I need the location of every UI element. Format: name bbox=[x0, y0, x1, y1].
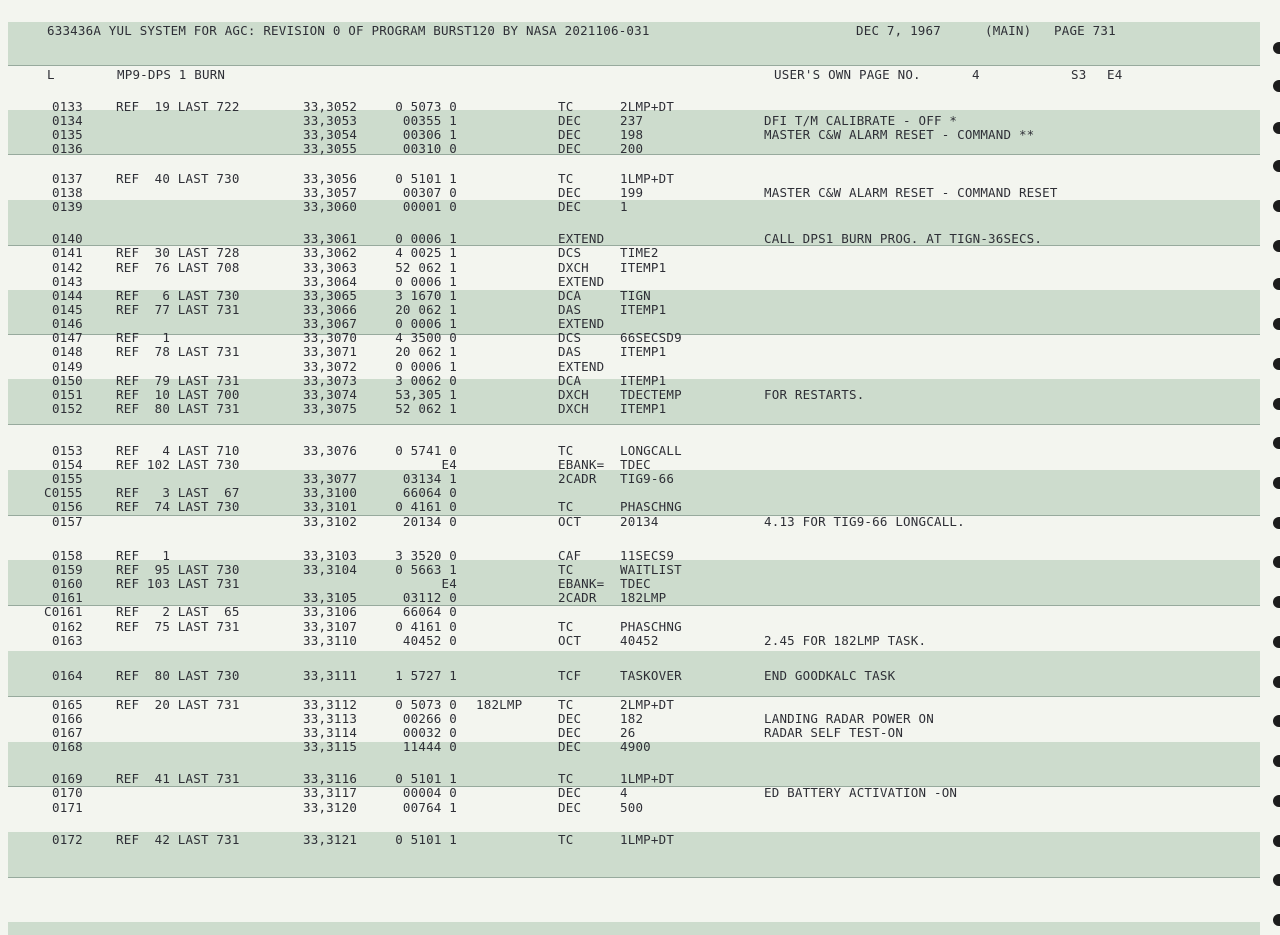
cross-reference: REF 41 LAST 731 bbox=[116, 771, 240, 786]
opcode: DEC bbox=[558, 739, 582, 754]
octal-word: E4 bbox=[441, 457, 457, 472]
address: 33,3071 bbox=[303, 344, 358, 359]
operand: 1LMP+DT bbox=[620, 832, 675, 847]
operand: PHASCHNG bbox=[620, 619, 682, 634]
header-program-title: 633436A YUL SYSTEM FOR AGC: REVISION 0 OF PROGRAM BURST120 BY NASA 2021106-031 bbox=[47, 23, 650, 38]
address: 33,3103 bbox=[303, 548, 358, 563]
address: 33,3052 bbox=[303, 99, 358, 114]
address: 33,3060 bbox=[303, 199, 358, 214]
address: 33,3063 bbox=[303, 260, 358, 275]
opcode: EXTEND bbox=[558, 274, 605, 289]
cross-reference: REF 80 LAST 731 bbox=[116, 401, 240, 416]
line-number: C0155 bbox=[44, 485, 83, 500]
comment: 4.13 FOR TIG9-66 LONGCALL. bbox=[764, 514, 965, 529]
octal-word: 3 0062 0 bbox=[395, 373, 457, 388]
line-number: 0153 bbox=[52, 443, 83, 458]
operand: TIGN bbox=[620, 288, 651, 303]
address: 33,3070 bbox=[303, 330, 358, 345]
comment: FOR RESTARTS. bbox=[764, 387, 865, 402]
paper-rule bbox=[8, 786, 1260, 787]
address: 33,3054 bbox=[303, 127, 358, 142]
address: 33,3105 bbox=[303, 590, 358, 605]
line-number: 0162 bbox=[52, 619, 83, 634]
address: 33,3076 bbox=[303, 443, 358, 458]
octal-word: 0 4161 0 bbox=[395, 619, 457, 634]
line-number: 0138 bbox=[52, 185, 83, 200]
opcode: DAS bbox=[558, 302, 582, 317]
line-number: 0157 bbox=[52, 514, 83, 529]
comment: DFI T/M CALIBRATE - OFF * bbox=[764, 113, 958, 128]
octal-word: 03112 0 bbox=[402, 590, 457, 605]
subheader-title: MP9-DPS 1 BURN bbox=[117, 67, 226, 82]
feed-hole bbox=[1273, 596, 1280, 608]
opcode: DEC bbox=[558, 185, 582, 200]
cross-reference: REF 74 LAST 730 bbox=[116, 499, 240, 514]
operand: TDEC bbox=[620, 576, 651, 591]
address: 33,3107 bbox=[303, 619, 358, 634]
line-number: 0158 bbox=[52, 548, 83, 563]
operand: TIME2 bbox=[620, 245, 659, 260]
address: 33,3061 bbox=[303, 231, 358, 246]
octal-word: 0 5101 1 bbox=[395, 832, 457, 847]
opcode: 2CADR bbox=[558, 471, 597, 486]
feed-hole bbox=[1273, 835, 1280, 847]
operand: LONGCALL bbox=[620, 443, 682, 458]
octal-word: 0 0006 1 bbox=[395, 316, 457, 331]
opcode: EXTEND bbox=[558, 359, 605, 374]
opcode: DEC bbox=[558, 141, 582, 156]
cross-reference: REF 20 LAST 731 bbox=[116, 697, 240, 712]
octal-word: 11444 0 bbox=[402, 739, 457, 754]
feed-hole bbox=[1273, 755, 1280, 767]
octal-word: 4 0025 1 bbox=[395, 245, 457, 260]
cross-reference: REF 77 LAST 731 bbox=[116, 302, 240, 317]
octal-word: 0 0006 1 bbox=[395, 359, 457, 374]
line-number: 0154 bbox=[52, 457, 83, 472]
opcode: DAS bbox=[558, 344, 582, 359]
users-page-number: 4 bbox=[972, 67, 980, 82]
operand: 182LMP bbox=[620, 590, 667, 605]
sheet-label: S3 bbox=[1071, 67, 1087, 82]
opcode: DEC bbox=[558, 800, 582, 815]
octal-word: 00764 1 bbox=[402, 800, 457, 815]
line-number: 0147 bbox=[52, 330, 83, 345]
opcode: DEC bbox=[558, 711, 582, 726]
line-number: 0141 bbox=[52, 245, 83, 260]
octal-word: E4 bbox=[441, 576, 457, 591]
octal-word: 1 5727 1 bbox=[395, 668, 457, 683]
operand: 4900 bbox=[620, 739, 651, 754]
opcode: TC bbox=[558, 99, 574, 114]
octal-word: 20134 0 bbox=[402, 514, 457, 529]
opcode: DEC bbox=[558, 127, 582, 142]
octal-word: 40452 0 bbox=[402, 633, 457, 648]
line-number: 0170 bbox=[52, 785, 83, 800]
octal-word: 3 1670 1 bbox=[395, 288, 457, 303]
address: 33,3101 bbox=[303, 499, 358, 514]
line-number: 0133 bbox=[52, 99, 83, 114]
comment: MASTER C&W ALARM RESET - COMMAND ** bbox=[764, 127, 1035, 142]
line-number: 0134 bbox=[52, 113, 83, 128]
address: 33,3114 bbox=[303, 725, 358, 740]
operand: ITEMP1 bbox=[620, 373, 667, 388]
line-number: 0151 bbox=[52, 387, 83, 402]
octal-word: 0 0006 1 bbox=[395, 231, 457, 246]
opcode: TC bbox=[558, 619, 574, 634]
paper-rule bbox=[8, 65, 1260, 66]
feed-hole bbox=[1273, 318, 1280, 330]
octal-word: 00355 1 bbox=[402, 113, 457, 128]
line-number: 0160 bbox=[52, 576, 83, 591]
feed-hole bbox=[1273, 200, 1280, 212]
feed-hole bbox=[1273, 715, 1280, 727]
feed-hole bbox=[1273, 477, 1280, 489]
users-page-label: USER'S OWN PAGE NO. bbox=[774, 67, 921, 82]
header-page: PAGE 731 bbox=[1054, 23, 1116, 38]
operand: 66SECSD9 bbox=[620, 330, 682, 345]
cross-reference: REF 76 LAST 708 bbox=[116, 260, 240, 275]
feed-hole bbox=[1273, 914, 1280, 926]
opcode: DXCH bbox=[558, 387, 589, 402]
line-number: 0148 bbox=[52, 344, 83, 359]
address: 33,3106 bbox=[303, 604, 358, 619]
operand: 1 bbox=[620, 199, 628, 214]
address: 33,3074 bbox=[303, 387, 358, 402]
address: 33,3072 bbox=[303, 359, 358, 374]
paper-rule bbox=[8, 424, 1260, 425]
address: 33,3116 bbox=[303, 771, 358, 786]
feed-hole bbox=[1273, 160, 1280, 172]
feed-hole bbox=[1273, 358, 1280, 370]
header-main: (MAIN) bbox=[985, 23, 1032, 38]
octal-word: 00266 0 bbox=[402, 711, 457, 726]
line-number: 0139 bbox=[52, 199, 83, 214]
address: 33,3104 bbox=[303, 562, 358, 577]
operand: ITEMP1 bbox=[620, 302, 667, 317]
cross-reference: REF 42 LAST 731 bbox=[116, 832, 240, 847]
opcode: DCS bbox=[558, 245, 582, 260]
operand: ITEMP1 bbox=[620, 344, 667, 359]
operand: 198 bbox=[620, 127, 644, 142]
address: 33,3111 bbox=[303, 668, 358, 683]
octal-word: 0 0006 1 bbox=[395, 274, 457, 289]
address: 33,3055 bbox=[303, 141, 358, 156]
feed-hole bbox=[1273, 874, 1280, 886]
operand: TDEC bbox=[620, 457, 651, 472]
feed-hole bbox=[1273, 398, 1280, 410]
line-number: 0145 bbox=[52, 302, 83, 317]
octal-word: 0 5073 0 bbox=[395, 99, 457, 114]
octal-word: 0 5101 1 bbox=[395, 171, 457, 186]
address: 33,3077 bbox=[303, 471, 358, 486]
operand: 4 bbox=[620, 785, 628, 800]
octal-word: 00306 1 bbox=[402, 127, 457, 142]
line-number: 0156 bbox=[52, 499, 83, 514]
line-number: 0172 bbox=[52, 832, 83, 847]
address: 33,3057 bbox=[303, 185, 358, 200]
opcode: DXCH bbox=[558, 401, 589, 416]
address: 33,3110 bbox=[303, 633, 358, 648]
feed-hole bbox=[1273, 636, 1280, 648]
operand: 1LMP+DT bbox=[620, 771, 675, 786]
line-number: 0149 bbox=[52, 359, 83, 374]
operand: 237 bbox=[620, 113, 644, 128]
address: 33,3073 bbox=[303, 373, 358, 388]
cross-reference: REF 2 LAST 65 bbox=[116, 604, 240, 619]
octal-word: 0 5073 0 bbox=[395, 697, 457, 712]
cross-reference: REF 103 LAST 731 bbox=[116, 576, 240, 591]
address: 33,3067 bbox=[303, 316, 358, 331]
address: 33,3102 bbox=[303, 514, 358, 529]
operand: 2LMP+DT bbox=[620, 99, 675, 114]
address: 33,3056 bbox=[303, 171, 358, 186]
header-date: DEC 7, 1967 bbox=[856, 23, 941, 38]
octal-word: 20 062 1 bbox=[395, 302, 457, 317]
comment: CALL DPS1 BURN PROG. AT TIGN-36SECS. bbox=[764, 231, 1043, 246]
address: 33,3113 bbox=[303, 711, 358, 726]
opcode: EBANK= bbox=[558, 457, 605, 472]
line-number: 0163 bbox=[52, 633, 83, 648]
feed-hole bbox=[1273, 278, 1280, 290]
line-number: 0135 bbox=[52, 127, 83, 142]
operand: TDECTEMP bbox=[620, 387, 682, 402]
operand: 182 bbox=[620, 711, 644, 726]
opcode: TC bbox=[558, 771, 574, 786]
subheader-l: L bbox=[47, 67, 55, 82]
line-number: C0161 bbox=[44, 604, 83, 619]
octal-word: 00004 0 bbox=[402, 785, 457, 800]
octal-word: 0 5101 1 bbox=[395, 771, 457, 786]
opcode: TC bbox=[558, 443, 574, 458]
operand: 26 bbox=[620, 725, 636, 740]
feed-hole bbox=[1273, 437, 1280, 449]
sheet-code: E4 bbox=[1107, 67, 1123, 82]
address: 33,3066 bbox=[303, 302, 358, 317]
opcode: DEC bbox=[558, 725, 582, 740]
address: 33,3115 bbox=[303, 739, 358, 754]
operand: 2LMP+DT bbox=[620, 697, 675, 712]
operand: 500 bbox=[620, 800, 644, 815]
operand: 1LMP+DT bbox=[620, 171, 675, 186]
operand: WAITLIST bbox=[620, 562, 682, 577]
opcode: 2CADR bbox=[558, 590, 597, 605]
operand: ITEMP1 bbox=[620, 260, 667, 275]
line-number: 0146 bbox=[52, 316, 83, 331]
opcode: TC bbox=[558, 697, 574, 712]
opcode: DEC bbox=[558, 785, 582, 800]
line-number: 0136 bbox=[52, 141, 83, 156]
operand: 20134 bbox=[620, 514, 659, 529]
octal-word: 53,305 1 bbox=[395, 387, 457, 402]
comment: MASTER C&W ALARM RESET - COMMAND RESET bbox=[764, 185, 1058, 200]
line-number: 0166 bbox=[52, 711, 83, 726]
comment: ED BATTERY ACTIVATION -ON bbox=[764, 785, 958, 800]
address: 33,3117 bbox=[303, 785, 358, 800]
cross-reference: REF 80 LAST 730 bbox=[116, 668, 240, 683]
paper-rule bbox=[8, 877, 1260, 878]
octal-word: 0 5741 0 bbox=[395, 443, 457, 458]
operand: 40452 bbox=[620, 633, 659, 648]
cross-reference: REF 40 LAST 730 bbox=[116, 171, 240, 186]
opcode: EXTEND bbox=[558, 231, 605, 246]
line-number: 0144 bbox=[52, 288, 83, 303]
line-number: 0164 bbox=[52, 668, 83, 683]
cross-reference: REF 95 LAST 730 bbox=[116, 562, 240, 577]
cross-reference: REF 78 LAST 731 bbox=[116, 344, 240, 359]
line-number: 0168 bbox=[52, 739, 83, 754]
cross-reference: REF 79 LAST 731 bbox=[116, 373, 240, 388]
cross-reference: REF 1 bbox=[116, 548, 171, 563]
line-number: 0137 bbox=[52, 171, 83, 186]
comment: END GOODKALC TASK bbox=[764, 668, 896, 683]
octal-word: 00307 0 bbox=[402, 185, 457, 200]
label: 182LMP bbox=[476, 697, 523, 712]
address: 33,3120 bbox=[303, 800, 358, 815]
octal-word: 52 062 1 bbox=[395, 401, 457, 416]
feed-hole bbox=[1273, 80, 1280, 92]
octal-word: 20 062 1 bbox=[395, 344, 457, 359]
opcode: OCT bbox=[558, 633, 582, 648]
opcode: EBANK= bbox=[558, 576, 605, 591]
line-number: 0142 bbox=[52, 260, 83, 275]
opcode: DXCH bbox=[558, 260, 589, 275]
address: 33,3121 bbox=[303, 832, 358, 847]
opcode: TC bbox=[558, 171, 574, 186]
address: 33,3065 bbox=[303, 288, 358, 303]
feed-hole bbox=[1273, 517, 1280, 529]
octal-word: 00032 0 bbox=[402, 725, 457, 740]
operand: 199 bbox=[620, 185, 644, 200]
line-number: 0150 bbox=[52, 373, 83, 388]
feed-hole bbox=[1273, 122, 1280, 134]
opcode: DEC bbox=[558, 199, 582, 214]
operand: TIG9-66 bbox=[620, 471, 675, 486]
octal-word: 66064 0 bbox=[402, 604, 457, 619]
octal-word: 00310 0 bbox=[402, 141, 457, 156]
line-number: 0152 bbox=[52, 401, 83, 416]
opcode: DEC bbox=[558, 113, 582, 128]
octal-word: 0 5663 1 bbox=[395, 562, 457, 577]
octal-word: 0 4161 0 bbox=[395, 499, 457, 514]
comment: 2.45 FOR 182LMP TASK. bbox=[764, 633, 927, 648]
operand: TASKOVER bbox=[620, 668, 682, 683]
address: 33,3100 bbox=[303, 485, 358, 500]
address: 33,3053 bbox=[303, 113, 358, 128]
address: 33,3075 bbox=[303, 401, 358, 416]
paper-band bbox=[8, 200, 1260, 245]
operand: PHASCHNG bbox=[620, 499, 682, 514]
opcode: TCF bbox=[558, 668, 582, 683]
opcode: CAF bbox=[558, 548, 582, 563]
octal-word: 3 3520 0 bbox=[395, 548, 457, 563]
line-number: 0167 bbox=[52, 725, 83, 740]
opcode: OCT bbox=[558, 514, 582, 529]
opcode: DCA bbox=[558, 288, 582, 303]
line-number: 0165 bbox=[52, 697, 83, 712]
feed-hole bbox=[1273, 42, 1280, 54]
octal-word: 66064 0 bbox=[402, 485, 457, 500]
line-number: 0159 bbox=[52, 562, 83, 577]
opcode: DCS bbox=[558, 330, 582, 345]
octal-word: 03134 1 bbox=[402, 471, 457, 486]
operand: 200 bbox=[620, 141, 644, 156]
cross-reference: REF 4 LAST 710 bbox=[116, 443, 240, 458]
cross-reference: REF 30 LAST 728 bbox=[116, 245, 240, 260]
cross-reference: REF 102 LAST 730 bbox=[116, 457, 240, 472]
paper-band bbox=[8, 922, 1260, 935]
cross-reference: REF 6 LAST 730 bbox=[116, 288, 240, 303]
cross-reference: REF 3 LAST 67 bbox=[116, 485, 240, 500]
comment: LANDING RADAR POWER ON bbox=[764, 711, 934, 726]
address: 33,3064 bbox=[303, 274, 358, 289]
octal-word: 4 3500 0 bbox=[395, 330, 457, 345]
line-number: 0140 bbox=[52, 231, 83, 246]
opcode: TC bbox=[558, 562, 574, 577]
feed-hole bbox=[1273, 795, 1280, 807]
address: 33,3062 bbox=[303, 245, 358, 260]
comment: RADAR SELF TEST-ON bbox=[764, 725, 904, 740]
cross-reference: REF 1 bbox=[116, 330, 171, 345]
feed-hole bbox=[1273, 240, 1280, 252]
line-number: 0143 bbox=[52, 274, 83, 289]
address: 33,3112 bbox=[303, 697, 358, 712]
cross-reference: REF 10 LAST 700 bbox=[116, 387, 240, 402]
opcode: TC bbox=[558, 499, 574, 514]
opcode: EXTEND bbox=[558, 316, 605, 331]
octal-word: 00001 0 bbox=[402, 199, 457, 214]
feed-hole bbox=[1273, 676, 1280, 688]
cross-reference: REF 75 LAST 731 bbox=[116, 619, 240, 634]
feed-hole bbox=[1273, 556, 1280, 568]
cross-reference: REF 19 LAST 722 bbox=[116, 99, 240, 114]
line-number: 0171 bbox=[52, 800, 83, 815]
line-number: 0161 bbox=[52, 590, 83, 605]
line-number: 0169 bbox=[52, 771, 83, 786]
octal-word: 52 062 1 bbox=[395, 260, 457, 275]
opcode: TC bbox=[558, 832, 574, 847]
operand: ITEMP1 bbox=[620, 401, 667, 416]
operand: 11SECS9 bbox=[620, 548, 675, 563]
opcode: DCA bbox=[558, 373, 582, 388]
line-number: 0155 bbox=[52, 471, 83, 486]
